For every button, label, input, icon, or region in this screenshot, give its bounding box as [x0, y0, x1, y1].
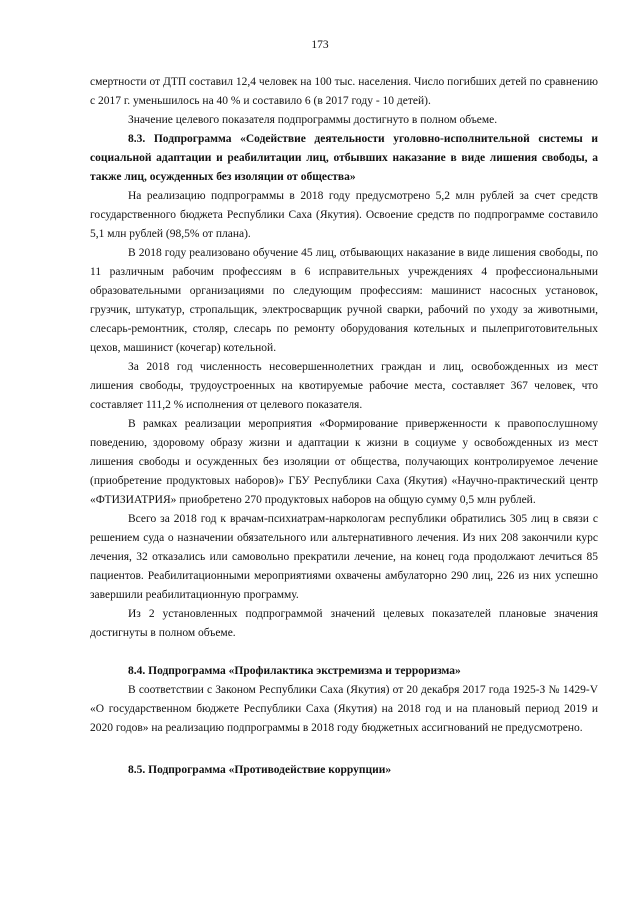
document-body [90, 73, 598, 780]
paragraph-food-kits: В рамках реализации мероприятия «Формирование приверженности к правопослушному поведению, здоровому образу жизни и адаптации к жизни в социуме у освобожденных из мест лишения свободы и осужденных без изоляции от общества, получающих контролируемое лечение (приобретение продуктовых наборов)» ГБУ Республики Саха (Якутия) «Научно-практический центр «ФТИЗИАТРИЯ» приобретено 270 продуктовых наборов на общую сумму 0,5 млн рублей. [90, 418, 598, 506]
paragraph-funding: На реализацию подпрограммы в 2018 году предусмотрено 5,2 млн рублей за счет средств государственного бюджета Республики Саха (Якутия). Освоение средств по подпрограмме составило 5,1 млн рублей (98,5% от плана). [90, 190, 598, 240]
section-heading-8-4: 8.4. Подпрограмма «Профилактика экстремизма и терроризма» [128, 665, 461, 677]
paragraph-target-achieved: Значение целевого показателя подпрограммы достигнуто в полном объеме. [128, 114, 498, 126]
section-heading-8-5: 8.5. Подпрограмма «Противодействие коррупции» [128, 764, 392, 776]
paragraph-training: В 2018 году реализовано обучение 45 лиц, отбывающих наказание в виде лишения свободы, по 11 различным рабочим профессиям в 6 исправительных учреждениях 4 профессиональными образовательными организациями по следующим профессиям: машинист насосных установок, грузчик, штукатур, стропальщик, электросварщик ручной сварки, рабочий по уходу за животными, слесарь-ремонтник, столяр, слесарь по ремонту оборудования котельных и пылеприготовительных цехов, машинист (кочегар) котельной. [90, 247, 598, 354]
paragraph-employment: За 2018 год численность несовершеннолетних граждан и лиц, освобожденных из мест лишения свободы, трудоустроенных на квотируемые рабочие места, составляет 367 человек, что составляет 111,2 % исполнения от целевого показателя. [90, 361, 598, 411]
paragraph-no-allocation: В соответствии с Законом Республики Саха (Якутия) от 20 декабря 2017 года 1925-З № 1429-V «О государственном бюджете Республики Саха (Якутия) на 2018 год и на плановый период 2019 и 2020 годов» на реализацию подпрограммы в 2018 году бюджетных ассигнований не предусмотрено. [90, 684, 598, 734]
paragraph-treatment: Всего за 2018 год к врачам-психиатрам-наркологам республики обратились 305 лиц в связи с решением суда о назначении обязательного или альтернативного лечения. Из них 208 закончили курс лечения, 32 отказались или самовольно прекратили лечение, на конец года продолжают лечиться 85 пациентов. Реабилитационными мероприятиями охвачены амбулаторно 290 лиц, 226 из них успешно завершили реабилитационную программу. [90, 513, 598, 601]
paragraph-targets-summary: Из 2 установленных подпрограммой значений целевых показателей плановые значения достигнуты в полном объеме. [90, 608, 598, 639]
page-number: 173 [311, 39, 329, 51]
paragraph-traffic-deaths: смертности от ДТП составил 12,4 человек на 100 тыс. населения. Число погибших детей по сравнению с 2017 г. уменьшилось на 40 % и составило 6 (в 2017 году - 10 детей). [90, 76, 598, 107]
section-heading-8-3: 8.3. Подпрограмма «Содействие деятельности уголовно-исполнительной системы и социальной адаптации и реабилитации лиц, отбывших наказание в виде лишения свободы, а также лиц, осужденных без изоляции от общества» [90, 133, 598, 183]
